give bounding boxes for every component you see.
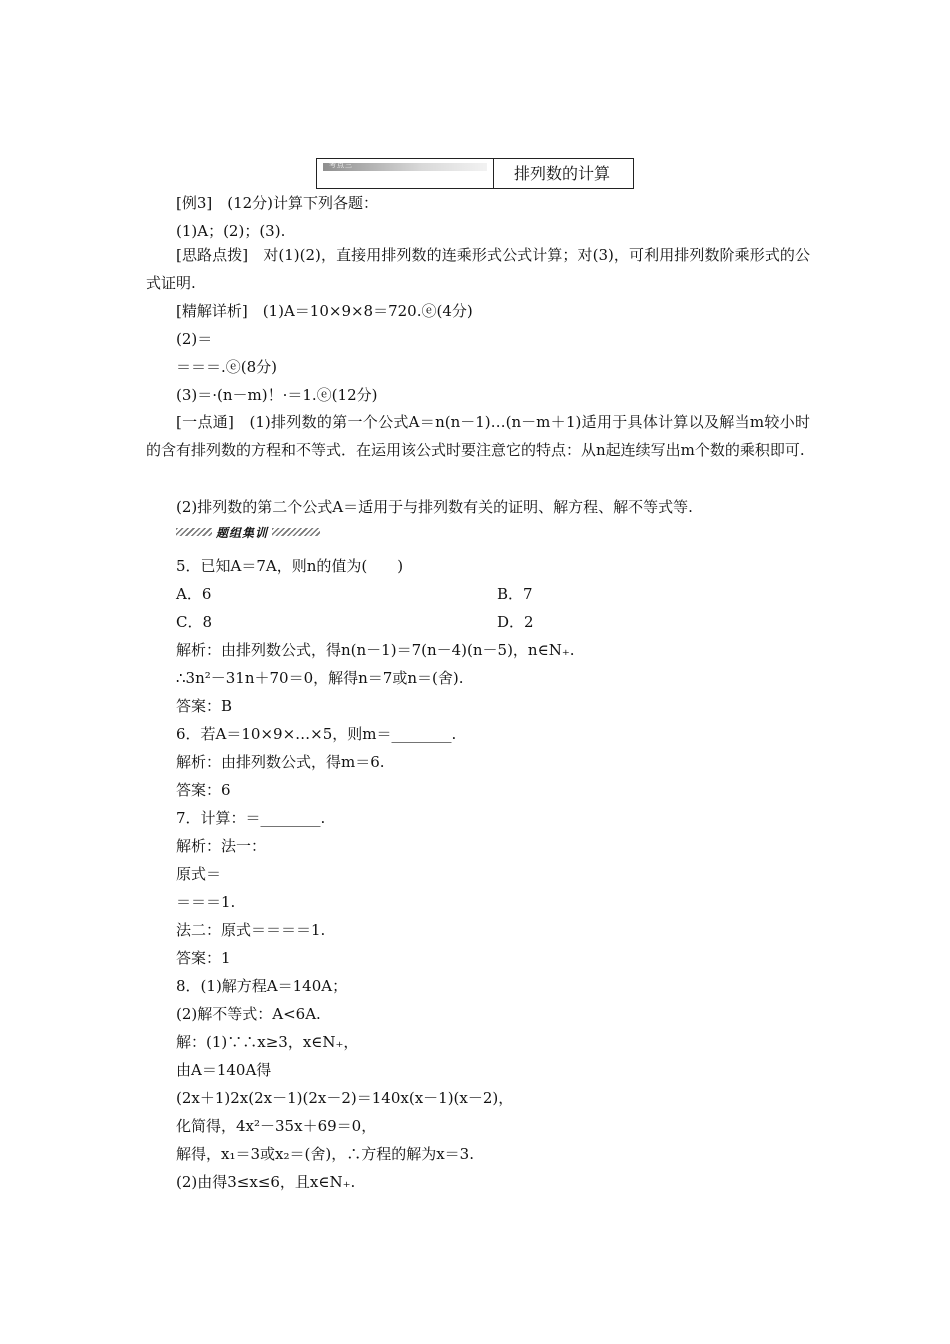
q8-part-2: (2)解不等式：A<6A. (176, 1005, 321, 1023)
q5-analysis: 解析：由排列数公式，得n(n－1)＝7(n－4)(n－5)，n∈N₊. (176, 641, 575, 659)
section-tag-cell (317, 159, 494, 188)
q5-derivation: ∴3n²－31n＋70＝0，解得n＝7或n＝(舍). (176, 669, 464, 687)
q6-analysis: 解析：由排列数公式，得m＝6. (176, 753, 385, 771)
q5-option-b: B．7 (497, 585, 533, 603)
example-heading: [例3] (12分)计算下列各题： (176, 194, 379, 212)
q7-answer: 答案：1 (176, 949, 231, 967)
hatch-decoration-right (272, 528, 320, 536)
solution-line-2: (2)＝ (176, 330, 213, 348)
q5-option-d: D．2 (497, 613, 534, 631)
section-tag: 考点三 (329, 161, 353, 169)
section-title-box (316, 158, 634, 189)
group-title: 题组集训 (216, 525, 269, 540)
q8-solution-6: (2)由得3≤x≤6，且x∈N₊. (176, 1173, 356, 1191)
solution-line-4: (3)＝·(n－m)！·＝1.ⓔ(12分) (176, 386, 378, 404)
q7-result: ＝＝＝1. (176, 893, 236, 911)
section-title: 排列数的计算 (514, 164, 611, 183)
q8-solution-5: 解得，x₁＝3或x₂＝(舍)，∴方程的解为x＝3. (176, 1145, 474, 1163)
q5-option-c: C．8 (176, 613, 213, 631)
key-point-1: [一点通] (1)排列数的第一个公式A＝n(n－1)…(n－m＋1)适用于具体计算以及解当m较小时的含有排列数的方程和不等式．在运用该公式时要注意它的特点：从n起连续写出m个数的乘积即可. (146, 413, 810, 459)
q5-stem: 5．已知A＝7A，则n的值为( ) (176, 557, 404, 575)
q6-stem: 6．若A＝10×9×…×5，则m＝________. (176, 725, 457, 743)
q7-stem: 7．计算：＝________. (176, 809, 326, 827)
hatch-decoration-left (176, 528, 212, 536)
q8-part-1: 8．(1)解方程A＝140A； (176, 977, 348, 995)
section-tag-bar (323, 163, 487, 171)
q8-solution-2: 由A＝140A得 (176, 1061, 272, 1079)
q6-answer: 答案：6 (176, 781, 231, 799)
solution-line-1: [精解详析] (1)A＝10×9×8＝720.ⓔ(4分) (176, 302, 473, 320)
q5-option-a: A．6 (176, 585, 212, 603)
group-heading (176, 525, 320, 539)
example-hint: [思路点拨] 对(1)(2)，直接用排列数的连乘形式公式计算；对(3)，可利用排列数阶乘形式的公式证明. (146, 246, 810, 292)
q7-method-2: 法二：原式＝＝＝＝1. (176, 921, 326, 939)
key-point-2: (2)排列数的第二个公式A＝适用于与排列数有关的证明、解方程、解不等式等. (176, 498, 693, 516)
q8-solution-3: (2x＋1)2x(2x－1)(2x－2)＝140x(x－1)(x－2)， (176, 1089, 514, 1107)
q8-solution-1: 解：(1)∵∴x≥3，x∈N₊， (176, 1033, 359, 1051)
q8-solution-4: 化简得，4x²－35x＋69＝0， (176, 1117, 377, 1135)
example-items: (1)A；(2)；(3). (176, 222, 286, 240)
q7-method-1: 解析：法一： (176, 837, 267, 855)
q5-answer: 答案：B (176, 697, 233, 715)
q7-expression: 原式＝ (176, 865, 222, 883)
solution-line-3: ＝＝＝.ⓔ(8分) (176, 358, 278, 376)
